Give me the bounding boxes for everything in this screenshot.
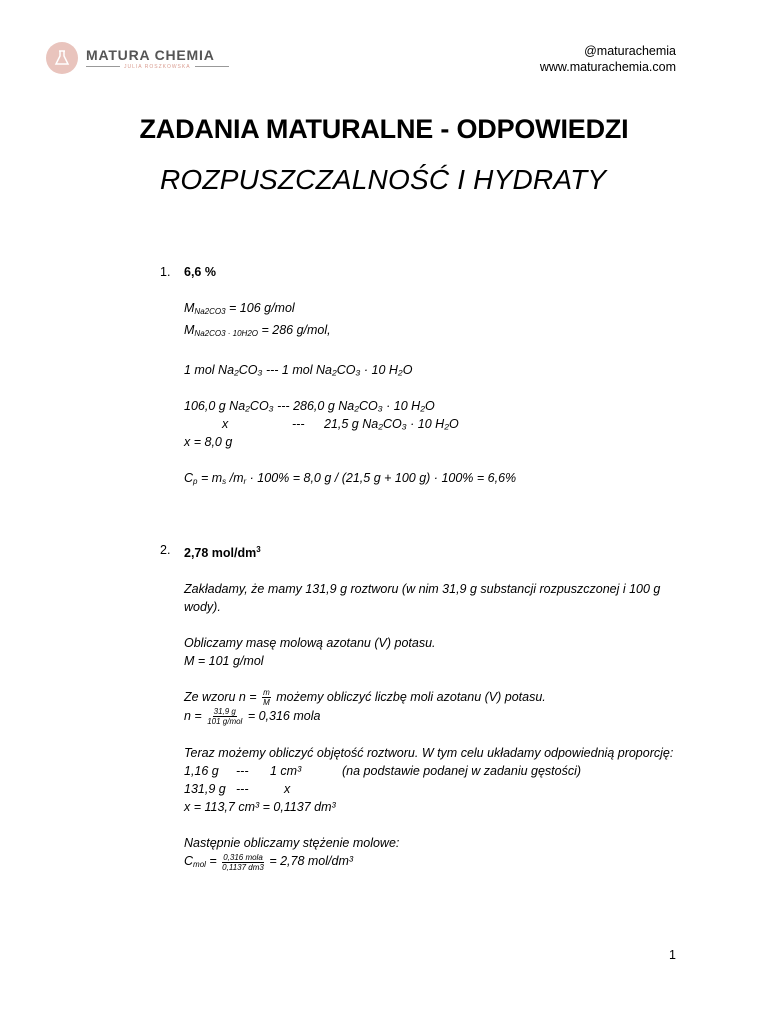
task-number: 1. [160, 265, 171, 279]
contact-info [540, 43, 676, 75]
formula-line: $C_{mol}$ = $\frac{\text{0,316 mola}}{0,1137 dm3}$ = 2,78 mol/dm³ [184, 852, 354, 872]
molar-mass-line: $M_{Na2CO3 \cdot 10H2O} = 286$ g/mol, [184, 323, 331, 338]
task-2 [160, 541, 676, 874]
molar-mass-line: $M_{Na2CO3} = 106$ g/mol [184, 301, 295, 316]
paragraph: Teraz możemy obliczyć objętość roztworu. W tym celu układamy odpowiednią proporcję: [184, 746, 674, 761]
logo-title: MATURA CHEMIA [86, 46, 215, 63]
formula-line: Ze wzoru n = $\frac{m}{M}$ możemy obliczyć liczbę moli azotanu (V) potasu. [184, 688, 546, 708]
website-link[interactable]: www.maturachemia.com [539, 60, 676, 74]
social-handle: @maturachemia [584, 44, 676, 58]
paragraph: Następnie obliczamy stężenie molowe: [184, 836, 400, 851]
proportion-line: x --- 21,5 g Na₂CO₃ · 10 H₂O [222, 417, 459, 431]
proportion-line: 106,0 g Na₂CO₃ --- 286,0 g Na₂CO₃ · 10 H₂O [184, 399, 435, 413]
concentration-formula: $C_p = m_s$ $/m_r \cdot 100\% = 8,0$ g / (21,5 g + 100 g) · 100% = 6,6% [184, 471, 517, 486]
task-answer: 2,78 mol/$dm^3$ [184, 545, 261, 560]
page-subtitle: ROZPUSZCZALNOŚĆ I HYDRATY [160, 164, 607, 195]
result-line: x = 8,0 g [184, 435, 233, 449]
task-answer: 6,6 % [184, 265, 216, 279]
logo [46, 42, 229, 74]
answers-content [160, 263, 676, 874]
result-line: x = 113,7 cm³ = 0,1137 dm³ [184, 800, 336, 815]
logo-subtitle: JULIA ROSZKOWSKA [124, 63, 191, 70]
task-1 [160, 263, 676, 491]
paragraph: M = 101 g/mol [184, 654, 264, 668]
page-number: 1 [669, 948, 676, 962]
paragraph: Zakładamy, że mamy 131,9 g roztworu (w nim 31,9 g substancji rozpuszczonej i 100 g wody). [184, 582, 661, 614]
proportion-line: 131,9 g --- x [184, 782, 291, 797]
mole-ratio: 1 mol Na₂CO₃ --- 1 mol Na₂CO₃ · 10 H₂O [184, 363, 413, 377]
task-number: 2. [160, 543, 171, 557]
flask-logo-icon [46, 42, 78, 74]
page-title: ZADANIA MATURALNE - ODPOWIEDZI [139, 114, 629, 144]
formula-line: n = $\frac{31,9 g}{\text{101 g/mol}}$ = 0,316 mola [184, 707, 321, 727]
paragraph: Obliczamy masę molową azotanu (V) potasu. [184, 636, 436, 650]
proportion-line: 1,16 g --- 1 cm³ (na podstawie podanej w zadaniu gęstości) [184, 764, 582, 779]
